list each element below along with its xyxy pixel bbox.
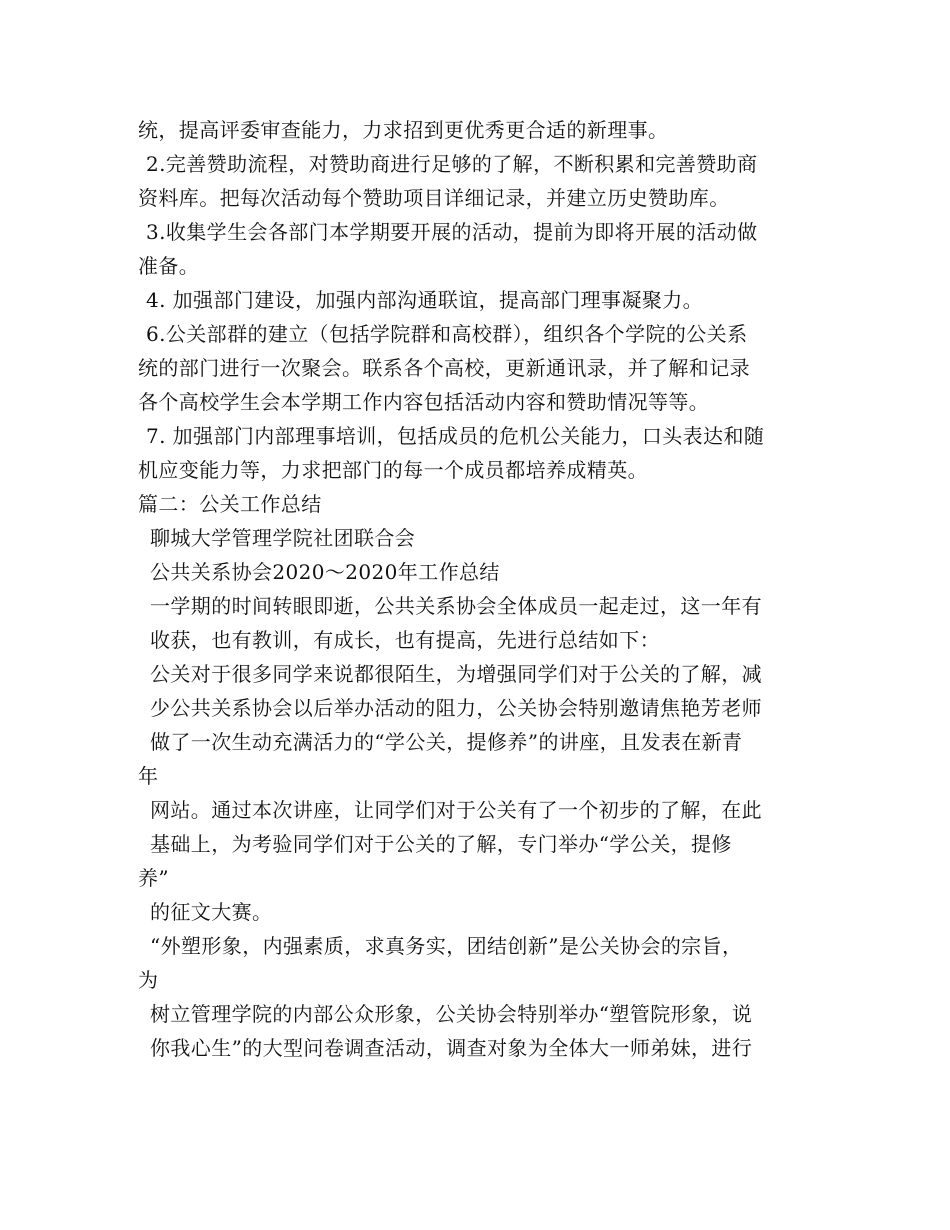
text-line: 为 xyxy=(138,968,159,992)
text-line: 养” xyxy=(138,866,170,890)
text-line: 3.收集学生会各部门本学期要开展的活动，提前为即将开展的活动做 xyxy=(146,220,758,244)
document-body xyxy=(138,113,828,1065)
text-line: 一学期的时间转眼即逝，公共关系协会全体成员一起走过，这一年有 xyxy=(150,594,762,618)
text-line: 公关对于很多同学来说都很陌生，为增强同学们对于公关的了解，减 xyxy=(150,662,762,686)
text-line: 年 xyxy=(138,764,159,788)
text-line: 4. 加强部门建设，加强内部沟通联谊，提高部门理事凝聚力。 xyxy=(146,288,704,312)
section-heading: 篇二：公关工作总结 xyxy=(138,492,322,516)
text-line: 聊城大学管理学院社团联合会 xyxy=(150,526,416,550)
text-line: 统，提高评委审查能力，力求招到更优秀更合适的新理事。 xyxy=(138,118,669,142)
text-line: 少公共关系协会以后举办活动的阻力，公关协会特别邀请焦艳芳老师 xyxy=(150,696,762,720)
text-line: 统的部门进行一次聚会。联系各个高校，更新通讯录，并了解和记录 xyxy=(138,356,750,380)
text-line: 做了一次生动充满活力的“学公关，提修养”的讲座，且发表在新青 xyxy=(150,730,743,754)
text-line: 基础上，为考验同学们对于公关的了解，专门举办“学公关，提修 xyxy=(150,832,732,856)
text-line: 各个高校学生会本学期工作内容包括活动内容和赞助情况等等。 xyxy=(138,390,710,414)
text-line: 资料库。把每次活动每个赞助项目详细记录，并建立历史赞助库。 xyxy=(138,186,730,210)
text-line: 你我心生”的大型问卷调查活动，调查对象为全体大一师弟妹，进行 xyxy=(150,1036,753,1060)
text-line: 收获，也有教训，有成长，也有提高，先进行总结如下： xyxy=(150,628,660,652)
text-line: 机应变能力等，力求把部门的每一个成员都培养成精英。 xyxy=(138,458,648,482)
text-line: “外塑形象，内强素质，求真务实，团结创新”是公关协会的宗旨， xyxy=(150,934,743,958)
text-line: 的征文大赛。 xyxy=(150,900,273,924)
text-line: 6.公关部群的建立（包括学院群和高校群），组织各个学院的公关系 xyxy=(146,322,748,346)
text-line: 7. 加强部门内部理事培训，包括成员的危机公关能力，口头表达和随 xyxy=(146,424,765,448)
text-line: 网站。通过本次讲座，让同学们对于公关有了一个初步的了解，在此 xyxy=(150,798,762,822)
text-line: 准备。 xyxy=(138,254,200,278)
text-line: 2.完善赞助流程，对赞助商进行足够的了解，不断积累和完善赞助商 xyxy=(146,152,758,176)
text-line: 树立管理学院的内部公众形象，公关协会特别举办“塑管院形象，说 xyxy=(150,1002,753,1026)
text-line: 公共关系协会2020～2020年工作总结 xyxy=(150,560,500,584)
